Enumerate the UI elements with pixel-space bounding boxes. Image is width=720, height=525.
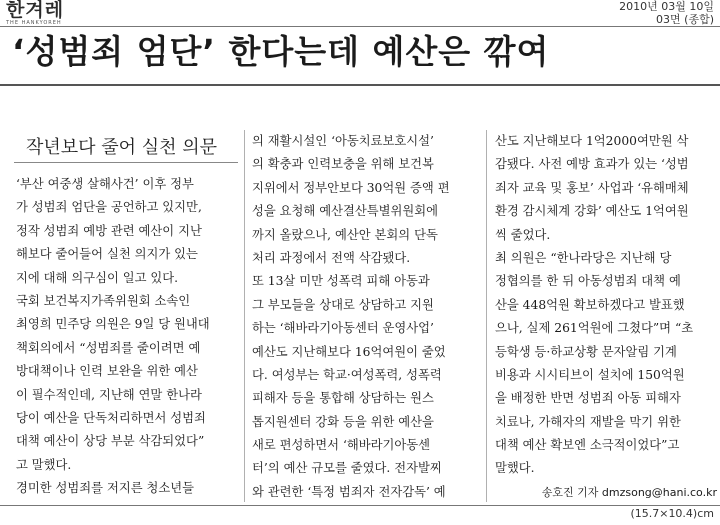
article-line: 치료나, 가해자의 재발을 막기 위한 [495, 414, 681, 429]
article-line: 성을 요청해 예산결산특별위원회에 [252, 204, 438, 219]
article-line: 가 성범죄 엄단을 공언하고 있지만, [16, 200, 202, 215]
headline-divider [0, 84, 720, 86]
article-column-3 [495, 130, 717, 504]
article-line: 최 의원은 “한나라당은 지난해 당 [495, 250, 672, 265]
article-line: 씩 줄었다. [495, 227, 551, 242]
top-divider [0, 26, 720, 27]
article-line: 다. 여성부는 학교·여성폭력, 성폭력 [252, 367, 442, 382]
article-line: 지에 대해 의구심이 일고 있다. [16, 270, 179, 285]
article-line: 이 필수적인데, 지난해 연말 한나라 [16, 387, 202, 402]
article-line: 죄자 교육 및 홍보’ 사업과 ‘유해매체 [495, 180, 689, 195]
article-line: 대책 예산 확보엔 소극적이었다”고 [495, 438, 680, 453]
article-line: 등학생 등·하교상황 문자알림 기계 [495, 344, 677, 359]
article-line: 예산도 지난해보다 16억여원이 줄었 [252, 344, 446, 359]
article-line: 그 부모들을 상대로 상담하고 지원 [252, 297, 434, 312]
column-divider [486, 130, 487, 502]
logo-text: 한겨레 [6, 0, 65, 21]
issue-info [619, 0, 714, 26]
article-line: 당이 예산을 단독처리하면서 성범죄 [16, 410, 206, 425]
article-line: 또 13살 미만 성폭력 피해 아동과 [252, 274, 430, 289]
subheadline: 작년보다 줄어 실천 의문 [26, 137, 218, 158]
masthead [0, 0, 720, 26]
article-line: 톱지원센터 강화 등을 위한 예산을 [252, 414, 434, 429]
article-line: 처리 과정에서 전액 삭감됐다. [252, 250, 411, 265]
article-line: 경미한 성범죄를 저지른 청소년들 [16, 481, 195, 496]
article-line: 하는 ‘해바라기아동센터 운영사업’ [252, 321, 434, 336]
article-line: 피해자 등을 통합해 상담하는 원스 [252, 391, 434, 406]
bottom-divider [0, 505, 720, 506]
article-line: 산을 448억원 확보하겠다고 발표했 [495, 297, 685, 312]
article-line: 방대책이나 인력 보완을 위한 예산 [16, 364, 198, 379]
article-line: 해보다 줄어들어 실천 의지가 있는 [16, 247, 198, 262]
article-line: 책회의에서 “성범죄를 줄이려면 예 [16, 340, 201, 355]
byline: 송호진 기자 dmzsong@hani.co.kr [541, 485, 717, 499]
article-line: 새로 편성하면서 ‘해바라기아동센 [252, 438, 431, 453]
article-line: 감됐다. 사전 예방 효과가 있는 ‘성범 [495, 157, 689, 172]
article-column-1 [16, 173, 238, 500]
article-line: 와 관련한 ‘특정 범죄자 전자감독’ 예 [252, 484, 446, 499]
issue-date: 2010년 03월 10일 [619, 0, 714, 13]
article-line: 정협의를 한 뒤 아동성범죄 대책 예 [495, 274, 681, 289]
clipping-size: (15.7×10.4)cm [630, 507, 714, 520]
headline: ‘성범죄 엄단’ 한다는데 예산은 깎여 [12, 32, 550, 71]
article-line: 의 확충과 인력보충을 위해 보건복 [252, 157, 434, 172]
article-line: ‘부산 여중생 살해사건’ 이후 정부 [16, 177, 194, 191]
article-line: 최영희 민주당 의원은 9일 당 원내대 [16, 317, 210, 332]
article-line: 말했다. [495, 461, 535, 476]
article-line: 지위에서 정부안보다 30억원 증액 편 [252, 180, 450, 195]
article-line: 대책 예산이 상당 부분 삭감되었다” [16, 434, 205, 449]
newspaper-logo [6, 1, 64, 26]
page-section: 03면 (종합) [656, 13, 714, 26]
article-line: 산도 지난해보다 1억2000여만원 삭 [495, 134, 689, 148]
article-line: 국회 보건복지가족위원회 소속인 [16, 293, 191, 308]
article-line: 환경 감시체계 강화’ 예산도 1억여원 [495, 204, 689, 219]
article-column-2 [252, 130, 474, 504]
article-line: 까지 올랐으나, 예산안 본회의 단독 [252, 227, 438, 242]
article-line: 을 배정한 반면 성범죄 아동 피해자 [495, 391, 681, 406]
article-line: 정작 성범죄 예방 관련 예산이 지난 [16, 223, 202, 238]
article-line: 의 재활시설인 ‘아동치료보호시설’ [252, 134, 434, 148]
logo-subtitle: THE HANKYOREH [6, 20, 62, 26]
article-line: 으나, 실제 261억원에 그쳤다”며 “초 [495, 321, 694, 336]
article-line: 터’의 예산 규모를 줄였다. 전자발찌 [252, 461, 442, 476]
article-line: 고 말했다. [16, 457, 72, 472]
column-divider [244, 130, 245, 502]
article-line: 비용과 시시티브이 설치에 150억원 [495, 367, 685, 382]
subheadline-divider [14, 162, 238, 163]
